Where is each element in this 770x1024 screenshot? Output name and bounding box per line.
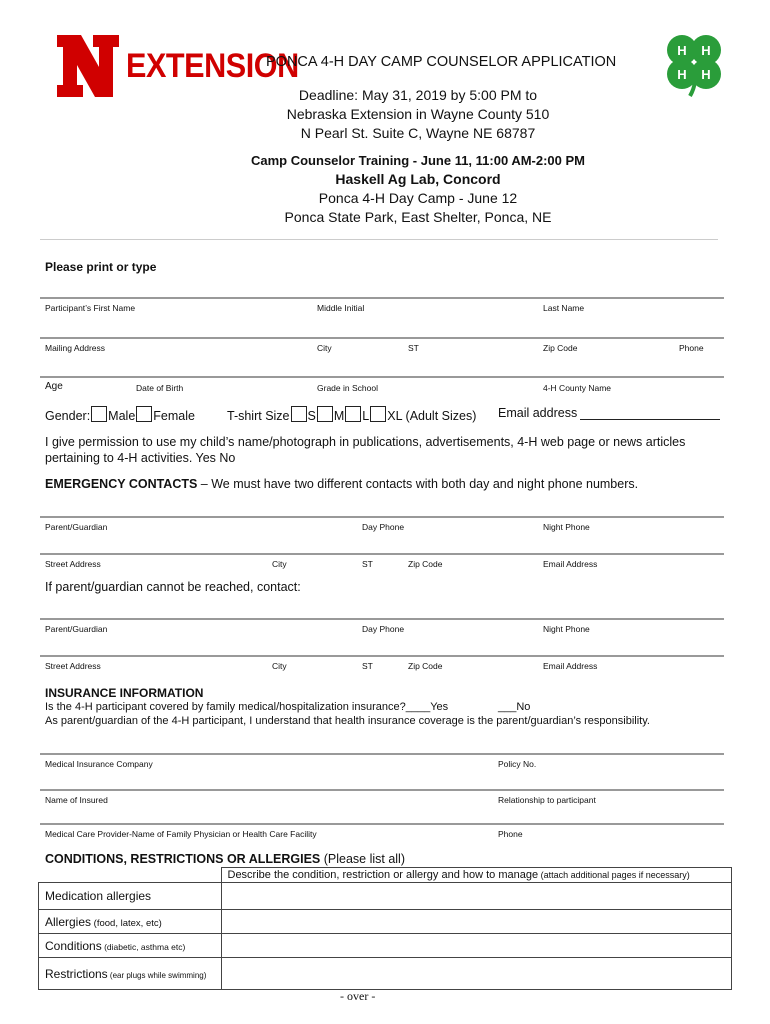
divider <box>40 239 718 240</box>
size-s-label: S <box>307 409 316 423</box>
size-l-label: L <box>362 409 370 423</box>
permission-line2: pertaining to 4-H activities. Yes No <box>45 451 236 465</box>
zip-label: Zip Code <box>408 559 443 569</box>
email-address-label: Email Address <box>543 559 598 569</box>
city-label: City <box>317 343 332 353</box>
field-line[interactable] <box>40 823 724 825</box>
size-s-checkbox[interactable] <box>291 406 307 422</box>
condition-label: Conditions <box>45 938 102 953</box>
print-instruction: Please print or type <box>45 260 157 274</box>
phone-label: Phone <box>679 343 704 353</box>
condition-input-cell[interactable] <box>221 910 732 934</box>
size-xl-checkbox[interactable] <box>370 406 386 422</box>
parent-label: Parent/Guardian <box>45 624 108 634</box>
city-label: City <box>272 661 287 671</box>
county-label: 4-H County Name <box>543 383 612 393</box>
city-label: City <box>272 559 287 569</box>
policy-label: Policy No. <box>498 759 537 769</box>
deadline-line2: Nebraska Extension in Wayne County 510 <box>286 106 550 122</box>
conditions-heading <box>45 852 405 866</box>
field-line[interactable] <box>40 297 724 299</box>
female-checkbox[interactable] <box>136 406 152 422</box>
training-line1: Camp Counselor Training - June 11, 11:00 AM-2:00 PM <box>251 153 585 168</box>
middle-initial-label: Middle Initial <box>317 303 365 313</box>
alt-contact-heading: If parent/guardian cannot be reached, contact: <box>45 580 301 594</box>
size-l-checkbox[interactable] <box>345 406 361 422</box>
st-label: ST <box>362 661 373 671</box>
grade-label: Grade in School <box>317 383 378 393</box>
svg-text:H: H <box>701 67 711 82</box>
describe-text: Describe the condition, restriction or allergy and how to manage <box>227 869 539 881</box>
gender-row <box>45 406 195 423</box>
training-line3: Ponca 4-H Day Camp - June 12 <box>318 190 518 206</box>
svg-text:H: H <box>701 43 711 58</box>
page-title: PONCA 4-H DAY CAMP COUNSELOR APPLICATION <box>266 54 617 70</box>
day-phone-label: Day Phone <box>362 624 405 634</box>
email-address-label: Email Address <box>543 661 598 671</box>
describe-header <box>221 868 732 883</box>
insurance-company-label: Medical Insurance Company <box>45 759 153 769</box>
tshirt-row <box>227 406 476 423</box>
size-xl-label: XL (Adult Sizes) <box>387 409 477 423</box>
conditions-title: CONDITIONS, RESTRICTIONS OR ALLERGIES <box>45 852 321 866</box>
training-line4: Ponca State Park, East Shelter, Ponca, NE <box>284 209 552 225</box>
deadline-line3: N Pearl St. Suite C, Wayne NE 68787 <box>300 125 536 141</box>
field-line[interactable] <box>40 753 724 755</box>
svg-text:H: H <box>677 67 687 82</box>
condition-input-cell[interactable] <box>221 958 732 990</box>
insured-name-label: Name of Insured <box>45 795 108 805</box>
permission-line1: I give permission to use my child’s name/photograph in publications, advertisements, 4-H web page or news articles <box>45 435 686 449</box>
insurance-question: Is the 4-H participant covered by family medical/hospitalization insurance?____Yes <box>45 701 449 713</box>
describe-note: (attach additional pages if necessary) <box>538 870 690 880</box>
provider-label: Medical Care Provider-Name of Family Physician or Health Care Facility <box>45 829 317 839</box>
permission-text <box>45 434 685 466</box>
emergency-title: EMERGENCY CONTACTS <box>45 477 198 491</box>
first-name-label: Participant’s First Name <box>45 303 136 313</box>
female-label: Female <box>153 409 195 423</box>
svg-text:H: H <box>677 43 687 58</box>
st-label: ST <box>362 559 373 569</box>
email-label: Email address <box>498 406 578 420</box>
page-footer: - over - <box>340 989 376 1003</box>
insurance-no: ___No <box>498 701 531 713</box>
night-phone-label: Night Phone <box>543 522 590 532</box>
insurance-heading: INSURANCE INFORMATION <box>45 686 204 700</box>
dob-label: Date of Birth <box>136 383 184 393</box>
relationship-label: Relationship to participant <box>498 795 596 805</box>
conditions-table <box>38 867 732 990</box>
condition-label-cell <box>39 883 222 910</box>
training-block <box>150 151 686 227</box>
night-phone-label: Night Phone <box>543 624 590 634</box>
deadline-block <box>150 86 686 143</box>
zip-label: Zip Code <box>408 661 443 671</box>
condition-note: (ear plugs while swimming) <box>107 970 207 980</box>
street-label: Street Address <box>45 661 101 671</box>
condition-label-cell <box>39 910 222 934</box>
condition-label: Restrictions <box>45 966 108 981</box>
header-blank-cell <box>39 868 222 883</box>
day-phone-label: Day Phone <box>362 522 405 532</box>
size-m-checkbox[interactable] <box>317 406 333 422</box>
condition-note: (diabetic, asthma etc) <box>101 941 186 952</box>
st-label: ST <box>408 343 419 353</box>
field-line[interactable] <box>40 553 724 555</box>
street-label: Street Address <box>45 559 101 569</box>
conditions-suffix: (Please list all) <box>320 852 405 866</box>
field-line[interactable] <box>40 655 724 657</box>
condition-input-cell[interactable] <box>221 883 732 910</box>
mailing-address-label: Mailing Address <box>45 343 106 353</box>
condition-label-cell <box>39 958 222 990</box>
field-line[interactable] <box>40 618 724 620</box>
insurance-statement: As parent/guardian of the 4-H participant, I understand that health insurance coverage is the parent/guardian’s responsibility. <box>45 715 650 727</box>
emergency-text: – We must have two different contacts with both day and night phone numbers. <box>197 477 639 491</box>
extension-wordmark: EXTENSION <box>126 47 299 85</box>
age-label: Age <box>45 381 63 392</box>
condition-label-cell <box>39 934 222 958</box>
male-label: Male <box>108 409 136 423</box>
size-m-label: M <box>333 409 345 423</box>
field-line[interactable] <box>40 516 724 518</box>
deadline-line1: Deadline: May 31, 2019 by 5:00 PM to <box>298 87 538 103</box>
condition-label: Allergies <box>45 914 92 929</box>
condition-note: (food, latex, etc) <box>91 917 162 929</box>
last-name-label: Last Name <box>543 303 585 313</box>
training-line2: Haskell Ag Lab, Concord <box>335 171 501 187</box>
condition-input-cell[interactable] <box>221 934 732 958</box>
field-line[interactable] <box>40 789 724 791</box>
parent-label: Parent/Guardian <box>45 522 108 532</box>
male-checkbox[interactable] <box>91 406 107 422</box>
condition-label: Medication allergies <box>45 889 152 903</box>
email-line[interactable] <box>580 419 720 420</box>
nebraska-n-logo <box>55 33 121 99</box>
provider-phone-label: Phone <box>498 829 523 839</box>
emergency-heading <box>45 477 638 491</box>
tshirt-label: T-shirt Size <box>227 409 290 423</box>
gender-label: Gender: <box>45 409 91 423</box>
zip-label: Zip Code <box>543 343 578 353</box>
field-line[interactable] <box>40 337 724 339</box>
field-line[interactable] <box>40 376 724 378</box>
